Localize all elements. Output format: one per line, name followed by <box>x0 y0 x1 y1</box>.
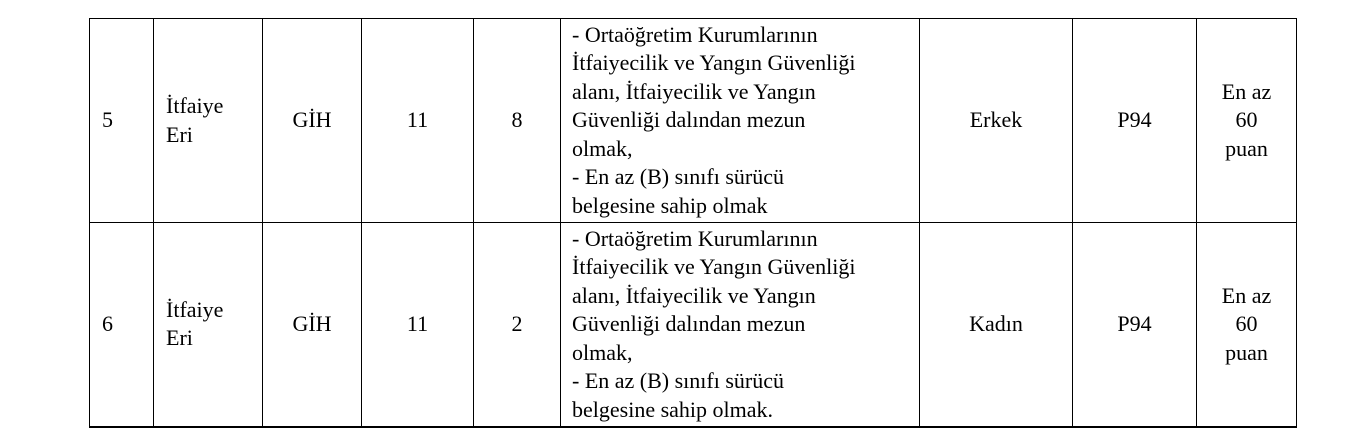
position-title-line: İtfaiye <box>166 296 224 322</box>
min-score-line: puan <box>1225 135 1268 161</box>
class-value: GİH <box>292 311 332 336</box>
requirement-line: belgesine sahip olmak <box>572 192 768 218</box>
kpss-type-cell <box>1073 19 1197 223</box>
position-title-cell <box>154 223 263 427</box>
class-cell <box>263 223 362 427</box>
min-score-line: 60 <box>1235 311 1258 336</box>
table-row <box>90 19 1297 223</box>
recruitment-table <box>89 18 1297 428</box>
requirement-line: - En az (B) sınıfı sürücü <box>572 164 784 190</box>
requirement-line: - Ortaöğretim Kurumlarının <box>572 21 818 47</box>
count-cell <box>474 19 561 223</box>
degree-value: 11 <box>406 311 429 336</box>
row-number-cell <box>90 223 154 427</box>
min-score-cell <box>1197 19 1297 223</box>
kpss-type-value: P94 <box>1117 107 1152 133</box>
gender-value: Erkek <box>969 107 1023 133</box>
min-score-line: 60 <box>1235 107 1258 133</box>
min-score-line: En az <box>1221 78 1272 104</box>
degree-value: 11 <box>406 107 429 133</box>
class-cell <box>263 19 362 223</box>
requirement-line: olmak, <box>572 135 633 161</box>
min-score-cell <box>1197 223 1297 427</box>
requirement-line: alanı, İtfaiyecilik ve Yangın <box>572 282 816 308</box>
kpss-type-cell <box>1073 223 1197 427</box>
requirements-cell <box>561 19 920 223</box>
requirement-line: belgesine sahip olmak. <box>572 396 774 422</box>
requirement-line: - En az (B) sınıfı sürücü <box>572 368 784 393</box>
row-number: 5 <box>102 107 113 133</box>
position-title-line: Eri <box>166 121 193 147</box>
degree-cell <box>362 19 474 223</box>
position-title-line: İtfaiye <box>166 93 224 118</box>
count-cell <box>474 223 561 427</box>
class-value: GİH <box>292 107 332 133</box>
kpss-type-value: P94 <box>1117 311 1152 336</box>
requirement-line: Güvenliği dalından mezun <box>572 311 806 336</box>
row-number-cell <box>90 19 154 223</box>
min-score-line: En az <box>1221 282 1272 308</box>
requirement-line: olmak, <box>572 339 633 365</box>
requirements-cell <box>561 223 920 427</box>
gender-value: Kadın <box>969 311 1023 336</box>
requirement-line: İtfaiyecilik ve Yangın Güvenliği <box>572 50 856 76</box>
degree-cell <box>362 223 474 427</box>
count-value: 2 <box>511 311 523 336</box>
requirement-line: alanı, İtfaiyecilik ve Yangın <box>572 78 816 104</box>
row-number: 6 <box>102 311 113 336</box>
min-score-line: puan <box>1225 339 1268 365</box>
requirement-line: - Ortaöğretim Kurumlarının <box>572 225 818 251</box>
count-value: 8 <box>511 107 523 133</box>
requirement-line: İtfaiyecilik ve Yangın Güvenliği <box>572 254 856 279</box>
table-row <box>90 223 1297 427</box>
position-title-cell <box>154 19 263 223</box>
requirement-line: Güvenliği dalından mezun <box>572 107 806 133</box>
position-title-line: Eri <box>166 325 193 351</box>
gender-cell <box>920 19 1073 223</box>
gender-cell <box>920 223 1073 427</box>
